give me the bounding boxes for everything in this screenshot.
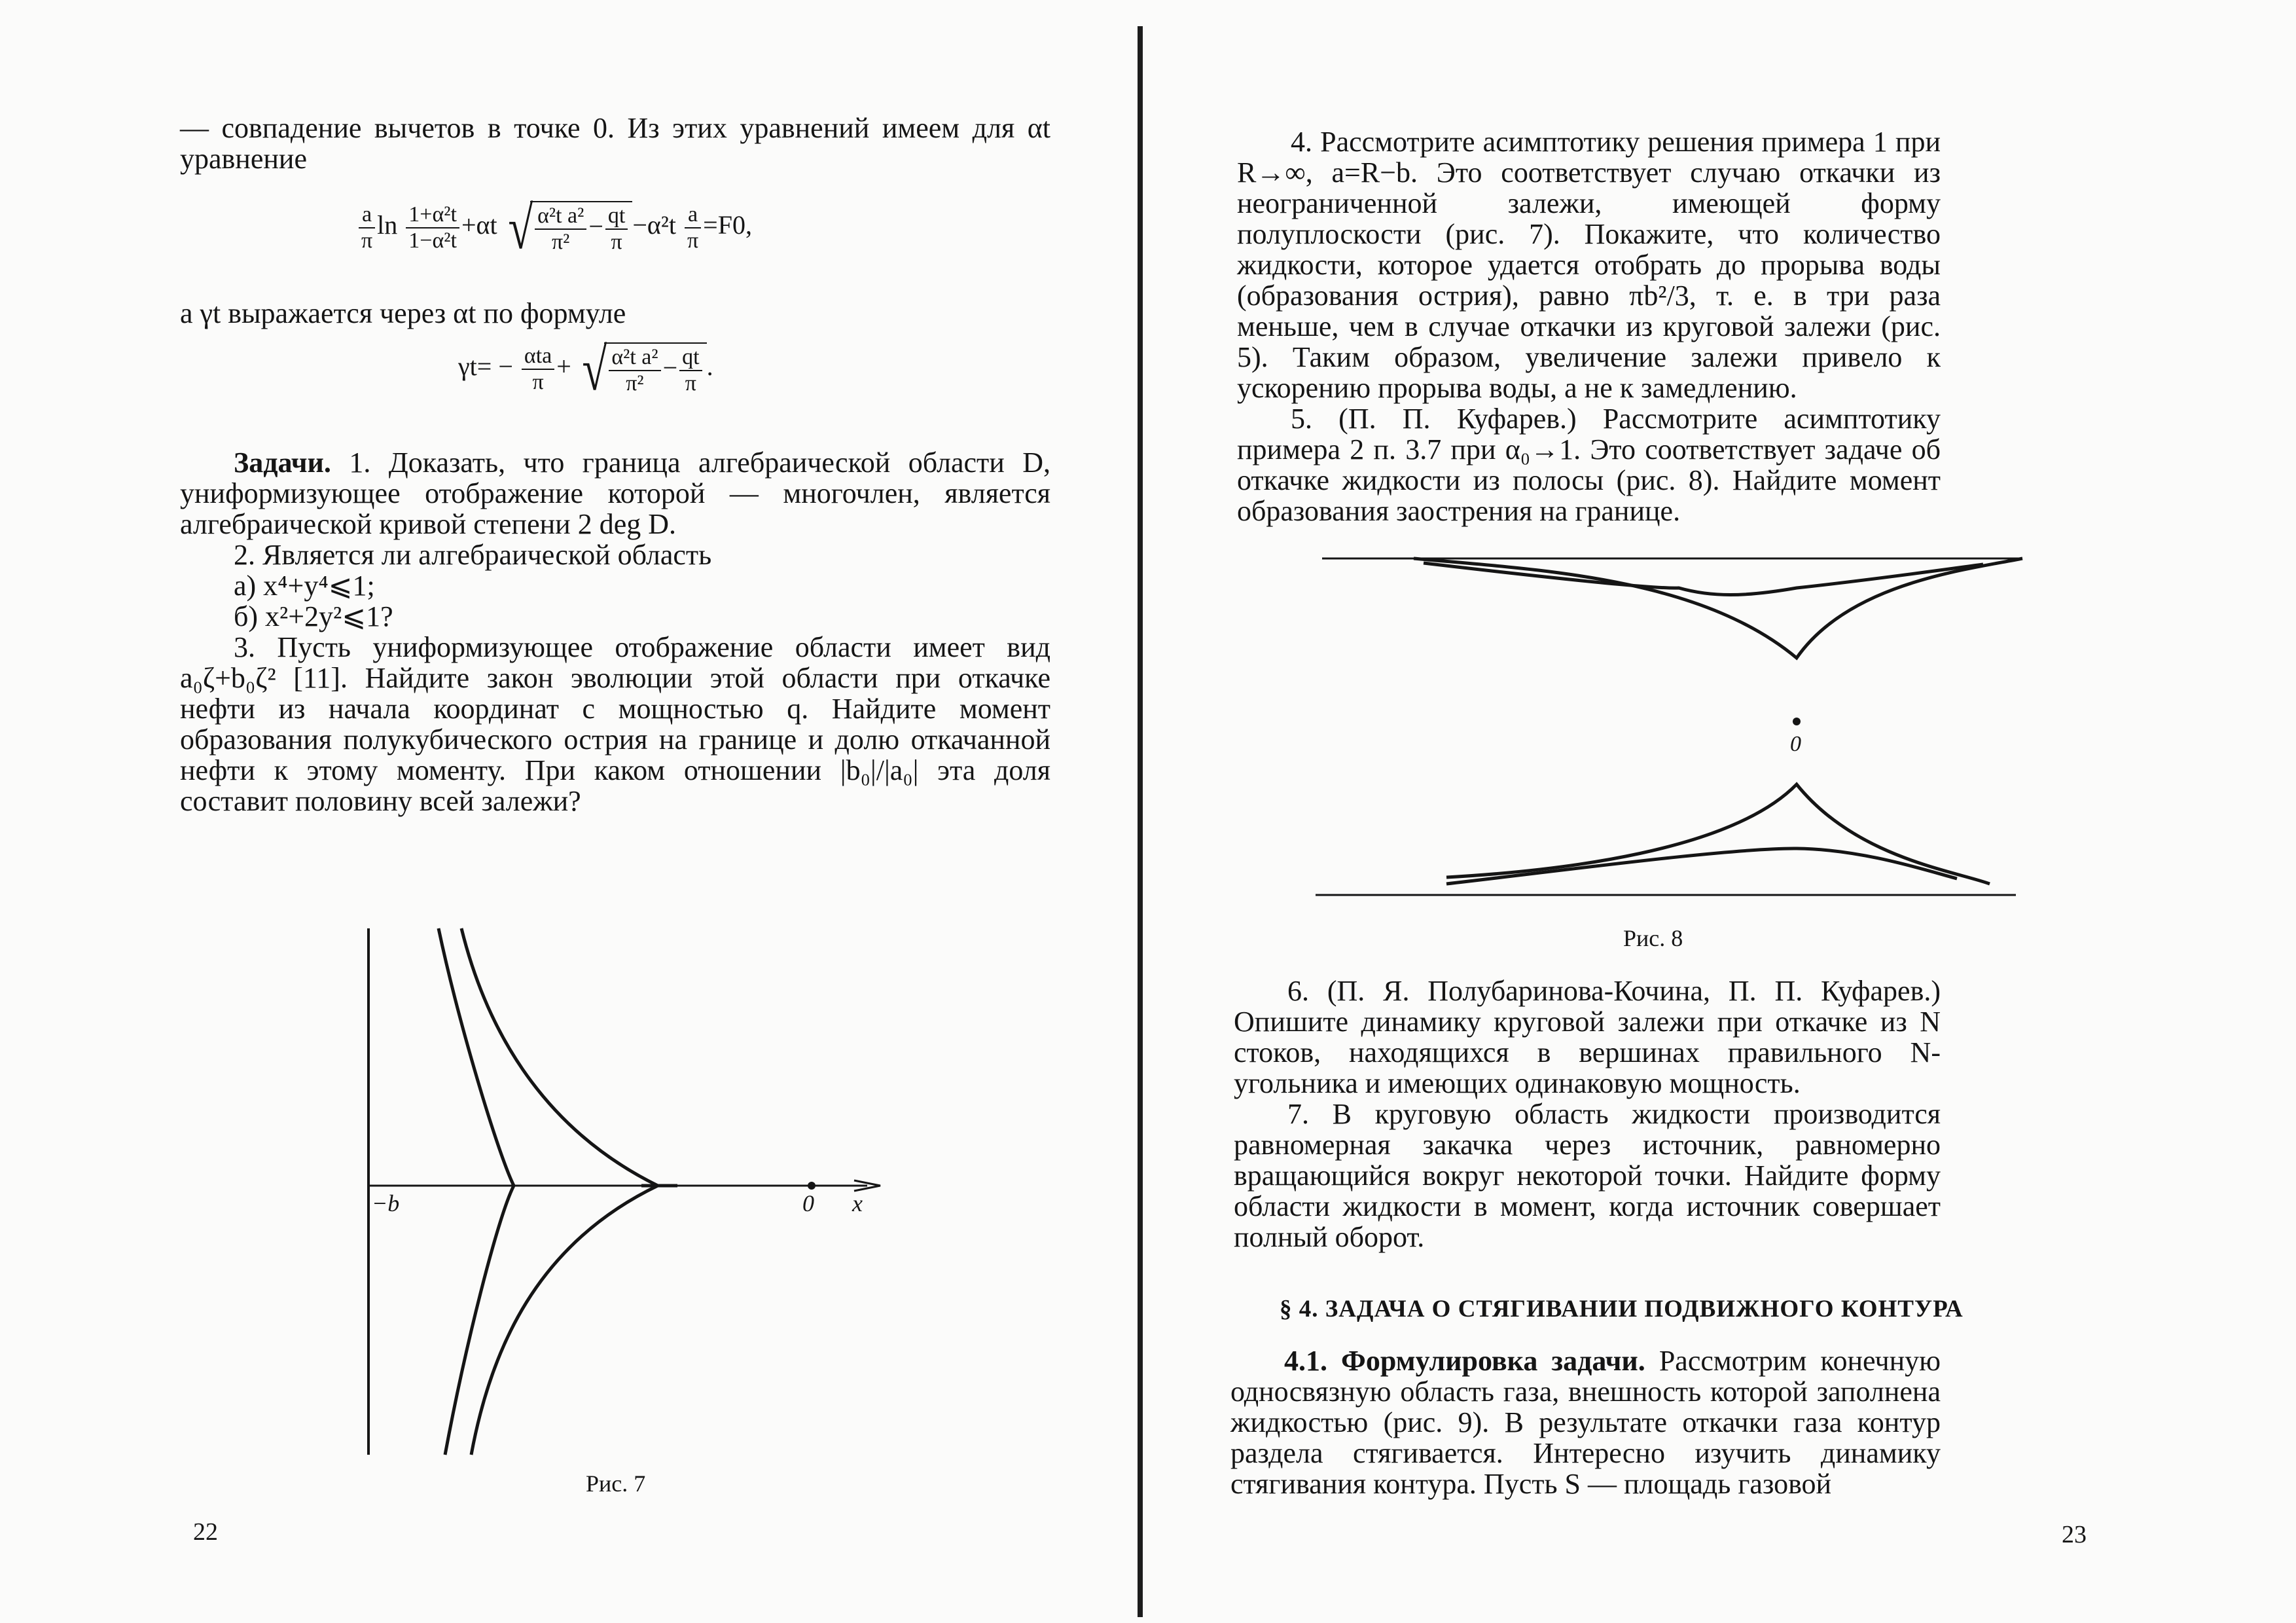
task-2a: а) x⁴+y⁴⩽1; — [234, 570, 375, 602]
task-1: Задачи. 1. Доказать, что граница алгебраической области D, униформизующее отображение которой — многочлен, является алгебраической кривой степени 2 deg D. — [180, 447, 1051, 540]
task-2b: б) x²+2y²⩽1? — [234, 600, 393, 632]
fig7-label-0: 0 — [802, 1190, 814, 1216]
radicand: $\frac{\text{α²t a²}}{\text{π²}}$ − $\frac{qt}{\pi}$ — [604, 342, 706, 396]
figure-7 — [0, 0, 1142, 1623]
task-6: 6. (П. Я. Полубаринова-Кочина, П. П. Куфарев.) Опишите динамику круговой залежи при откачке из N стоков, находящихся в вершинах правильного N-угольника и имеющих одинаковую мощность. — [1234, 975, 1941, 1099]
fig8-bottom-outer-curve — [1446, 784, 1990, 884]
subsection-block — [1230, 1345, 1941, 1499]
fig8-label-0: 0 — [1790, 732, 1801, 756]
formula-gamma: γt= − $\frac{\text{αta}}{\pi}$ + √ $\frac{\text{α²t a²}}{\text{π²}}$ − $\frac{qt}{\pi}$ . — [458, 336, 713, 403]
radicand: $\frac{\text{α²t a²}}{\text{π²}}$ − $\frac{qt}{\pi}$ — [530, 201, 632, 255]
gamma-paragraph: а γt выражается через αt по формуле — [180, 297, 626, 329]
caption-fig-7: Рис. 7 — [586, 1470, 646, 1497]
tasks-6-7-block — [1234, 976, 1941, 1252]
section-heading: § 4. ЗАДАЧА О СТЯГИВАНИИ ПОДВИЖНОГО КОНТУРА — [1280, 1296, 1964, 1322]
task-7: 7. В круговую область жидкости производится равномерная закачка через источник, равномерно вращающийся вокруг некоторой точки. Найдите форму области жидкости в момент, когда источник совершает полный оборот. — [1234, 1098, 1941, 1253]
fig7-inner-curve — [461, 928, 658, 1455]
task-3: 3. Пусть униформизующее отображение области имеет вид a₀ζ+b₀ζ² [11]. Найдите закон эволюции этой области при откачке нефти из начала координат с мощностью q. Найдите момент образования полукубического острия на границе и долю откачанной нефти к этому моменту. При каком отношении |b₀|/|a₀| эта доля составит половину всей залежи? — [180, 631, 1050, 817]
subsection-4-1: 4.1. Формулировка задачи. Рассмотрим конечную односвязную область газа, внешность которой заполнена жидкостью (рис. 9). В результате откачки газа контур раздела стягивается. Интересно изучить динамику стягивания контура. Пусть S — площадь газовой — [1230, 1345, 1941, 1500]
task-4: 4. Рассмотрите асимптотику решения примера 1 при R→∞, a=R−b. Это соответствует случаю откачки из неограниченной залежи, имеющей форму полуплоскости (рис. 7). Покажите, что количество жидкости, которое удается отобрать до прорыва воды (образования острия), равно πb²/3, т. е. в три раза меньше, чем в случае откачки из круговой залежи (рис. 5). Таким образом, увеличение залежи привело к ускорению прорыва воды, а не к замедлению. — [1237, 126, 1941, 404]
intro-text: — совпадение вычетов в точке 0. Из этих уравнений имеем для αt уравнение — [180, 112, 1050, 175]
right-page — [1142, 0, 2296, 1623]
sqrt-sign-icon: √ — [582, 336, 607, 403]
page-number-left: 22 — [193, 1518, 218, 1546]
caption-fig-8: Рис. 8 — [1623, 925, 1683, 951]
fig7-label-x: x — [852, 1190, 863, 1216]
formula-alpha: $\frac{a}{\pi}$ ln $\frac{\text{1+α²t}}{\text{1−α²t}}$ +αt √ $\frac{\text{α²t a²}}{\text{π²}}$ − $\frac{qt}{\pi}$ −α²t $\frac{a}{\pi}$ =F0, — [357, 198, 752, 258]
task-2: 2. Является ли алгебраической область — [234, 539, 712, 571]
page-number-right: 23 — [2062, 1521, 2087, 1548]
fig7-origin-dot — [808, 1182, 816, 1190]
fig7-label-b: −b — [372, 1190, 400, 1216]
left-page — [0, 0, 1142, 1623]
fig8-bottom-inner-curve — [1446, 848, 1957, 884]
task-5: 5. (П. П. Куфарев.) Рассмотрите асимптотику примера 2 п. 3.7 при α₀→1. Это соответствует задаче об откачке жидкости из полосы (рис. 8). Найдите момент образования заострения на границе. — [1237, 403, 1941, 527]
sqrt-sign-icon: √ — [507, 194, 533, 261]
fig8-origin-dot — [1793, 718, 1801, 725]
fig7-outer-curve — [439, 928, 514, 1455]
